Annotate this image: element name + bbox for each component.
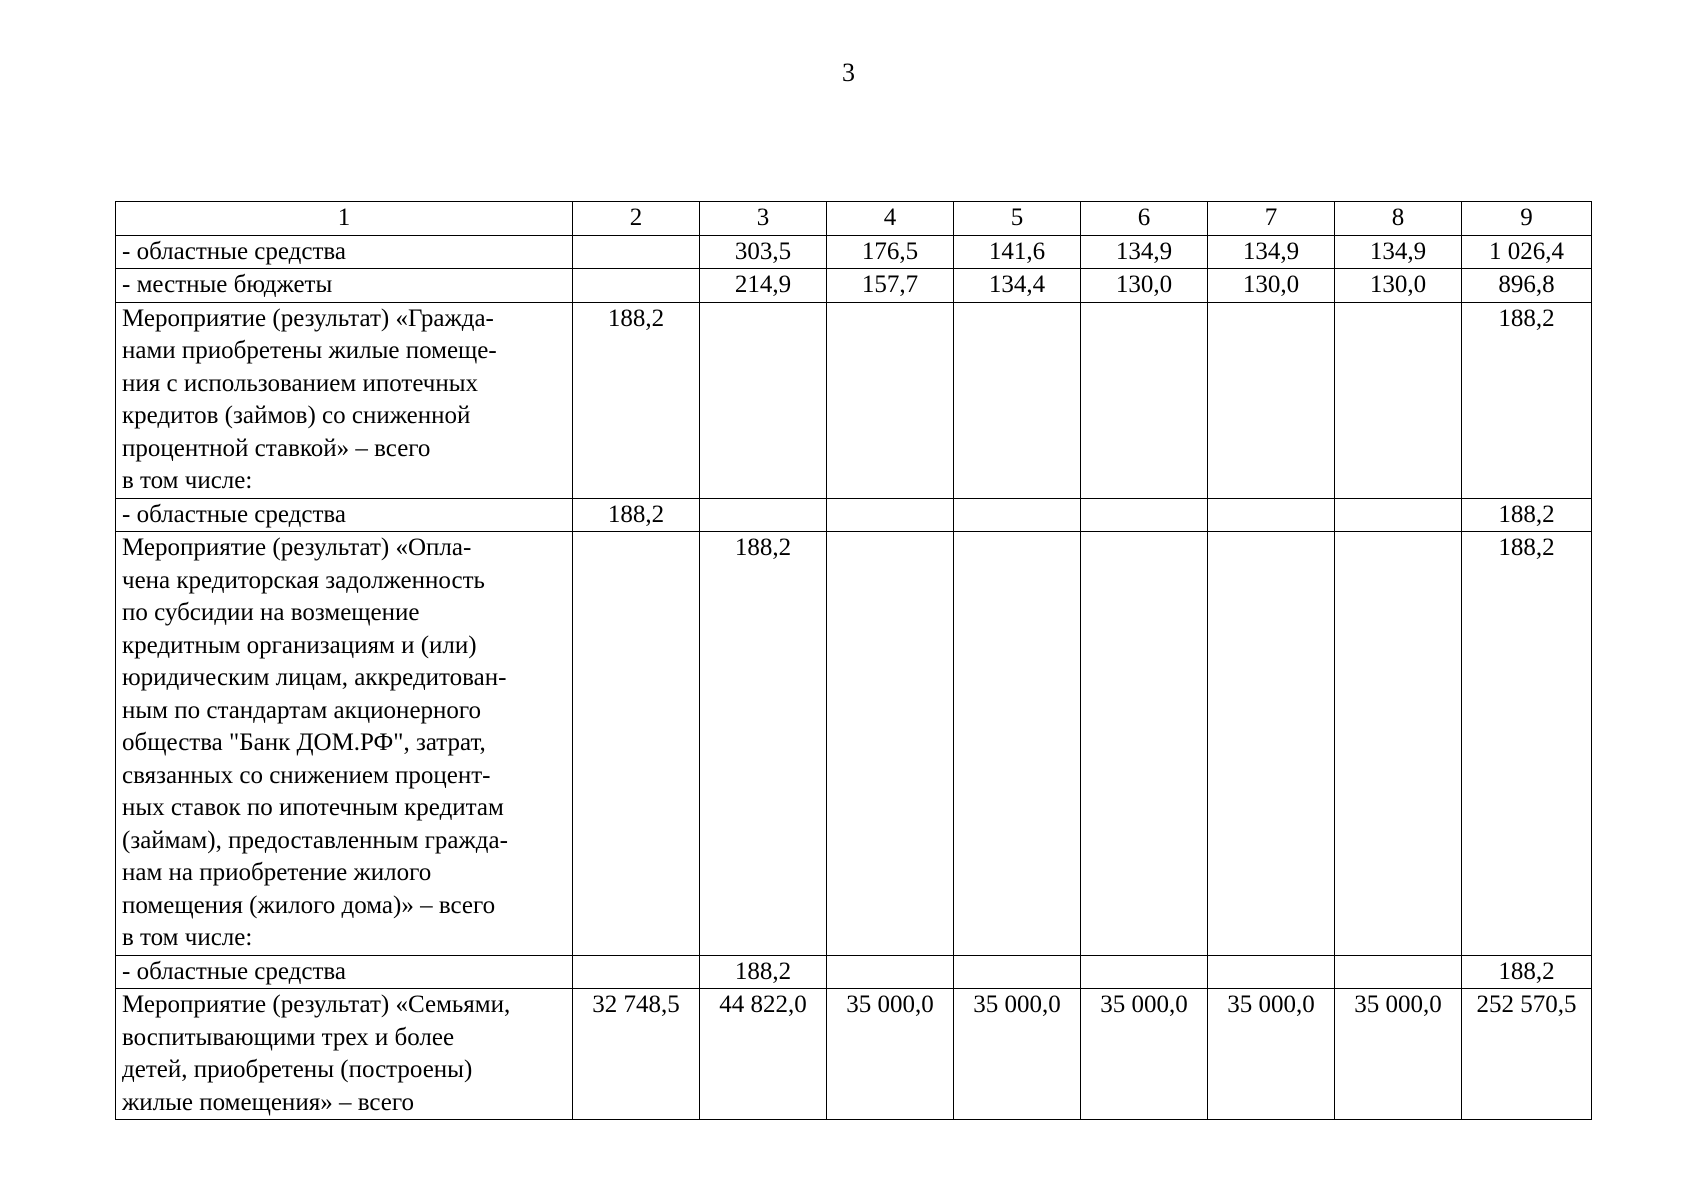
table-row: [116, 302, 1592, 498]
row-label: Мероприятие (результат) «Гражда- нами приобретены жилые помеще- ния с использованием ипотечных кредитов (займов) со сниженной процентной ставкой» – всего в том числе:: [116, 302, 573, 498]
table-cell: 157,7: [827, 269, 954, 303]
row-label: Мероприятие (результат) «Семьями, воспитывающими трех и более детей, приобретены (построены) жилые помещения» – всего: [116, 989, 573, 1120]
table-cell: 188,2: [573, 302, 700, 498]
table-cell: [1208, 302, 1335, 498]
table-cell: 188,2: [700, 955, 827, 989]
column-header: 3: [700, 202, 827, 236]
table-cell: [954, 532, 1081, 956]
table-cell: [1335, 302, 1462, 498]
column-header: 4: [827, 202, 954, 236]
table-cell: 214,9: [700, 269, 827, 303]
table-row: [116, 989, 1592, 1120]
table-cell: [1081, 498, 1208, 532]
table-cell: [573, 235, 700, 269]
table-cell: [573, 269, 700, 303]
table-cell: 134,9: [1208, 235, 1335, 269]
column-header: 5: [954, 202, 1081, 236]
budget-table: [115, 201, 1592, 1120]
table-cell: 35 000,0: [1208, 989, 1335, 1120]
table-cell: 188,2: [573, 498, 700, 532]
table-cell: 141,6: [954, 235, 1081, 269]
row-label: - областные средства: [116, 498, 573, 532]
table-row: [116, 235, 1592, 269]
table-cell: 130,0: [1081, 269, 1208, 303]
table-cell: 1 026,4: [1462, 235, 1592, 269]
table-cell: 35 000,0: [1081, 989, 1208, 1120]
table-cell: 303,5: [700, 235, 827, 269]
table-cell: [954, 302, 1081, 498]
table-cell: 134,9: [1335, 235, 1462, 269]
table-cell: 188,2: [1462, 302, 1592, 498]
table-cell: 134,4: [954, 269, 1081, 303]
table-cell: [1081, 532, 1208, 956]
table-cell: [1335, 955, 1462, 989]
table-header-row: [116, 202, 1592, 236]
table-cell: 44 822,0: [700, 989, 827, 1120]
table-cell: [573, 955, 700, 989]
table-cell: [954, 955, 1081, 989]
table-row: [116, 955, 1592, 989]
column-header: 9: [1462, 202, 1592, 236]
table-cell: 130,0: [1335, 269, 1462, 303]
page-number: 3: [842, 58, 855, 87]
table-cell: 176,5: [827, 235, 954, 269]
table-cell: 35 000,0: [827, 989, 954, 1120]
table-cell: 188,2: [1462, 955, 1592, 989]
table-cell: 32 748,5: [573, 989, 700, 1120]
row-label: Мероприятие (результат) «Опла- чена кредиторская задолженность по субсидии на возмещение кредитным организациям и (или) юридическим лицам, аккредитован- ным по стандартам акционерного общества "Банк ДОМ.РФ", затрат, связанных со снижением процент- ных ставок по ипотечным кредитам (займам), предоставленным гражда- нам на приобретение жилого помещения (жилого дома)» – всего в том числе:: [116, 532, 573, 956]
table-cell: 35 000,0: [954, 989, 1081, 1120]
table-cell: [1208, 955, 1335, 989]
table-row: [116, 532, 1592, 956]
table-cell: [1208, 532, 1335, 956]
table-cell: 252 570,5: [1462, 989, 1592, 1120]
column-header: 6: [1081, 202, 1208, 236]
row-label: - областные средства: [116, 955, 573, 989]
table-cell: 188,2: [700, 532, 827, 956]
column-header: 8: [1335, 202, 1462, 236]
table-cell: [827, 532, 954, 956]
table-cell: 188,2: [1462, 532, 1592, 956]
table-cell: 130,0: [1208, 269, 1335, 303]
column-header: 2: [573, 202, 700, 236]
table-cell: [700, 498, 827, 532]
table-cell: [1081, 302, 1208, 498]
table-cell: 35 000,0: [1335, 989, 1462, 1120]
table-cell: [827, 498, 954, 532]
table-cell: [1335, 498, 1462, 532]
column-header: 1: [116, 202, 573, 236]
table-cell: [827, 955, 954, 989]
column-header: 7: [1208, 202, 1335, 236]
row-label: - областные средства: [116, 235, 573, 269]
table-cell: [1081, 955, 1208, 989]
table-cell: 134,9: [1081, 235, 1208, 269]
table-cell: [700, 302, 827, 498]
table-cell: [573, 532, 700, 956]
row-label: - местные бюджеты: [116, 269, 573, 303]
table-cell: [1208, 498, 1335, 532]
table-cell: [954, 498, 1081, 532]
table-cell: 896,8: [1462, 269, 1592, 303]
table-row: [116, 269, 1592, 303]
table-cell: 188,2: [1462, 498, 1592, 532]
table-cell: [827, 302, 954, 498]
table-cell: [1335, 532, 1462, 956]
table-row: [116, 498, 1592, 532]
